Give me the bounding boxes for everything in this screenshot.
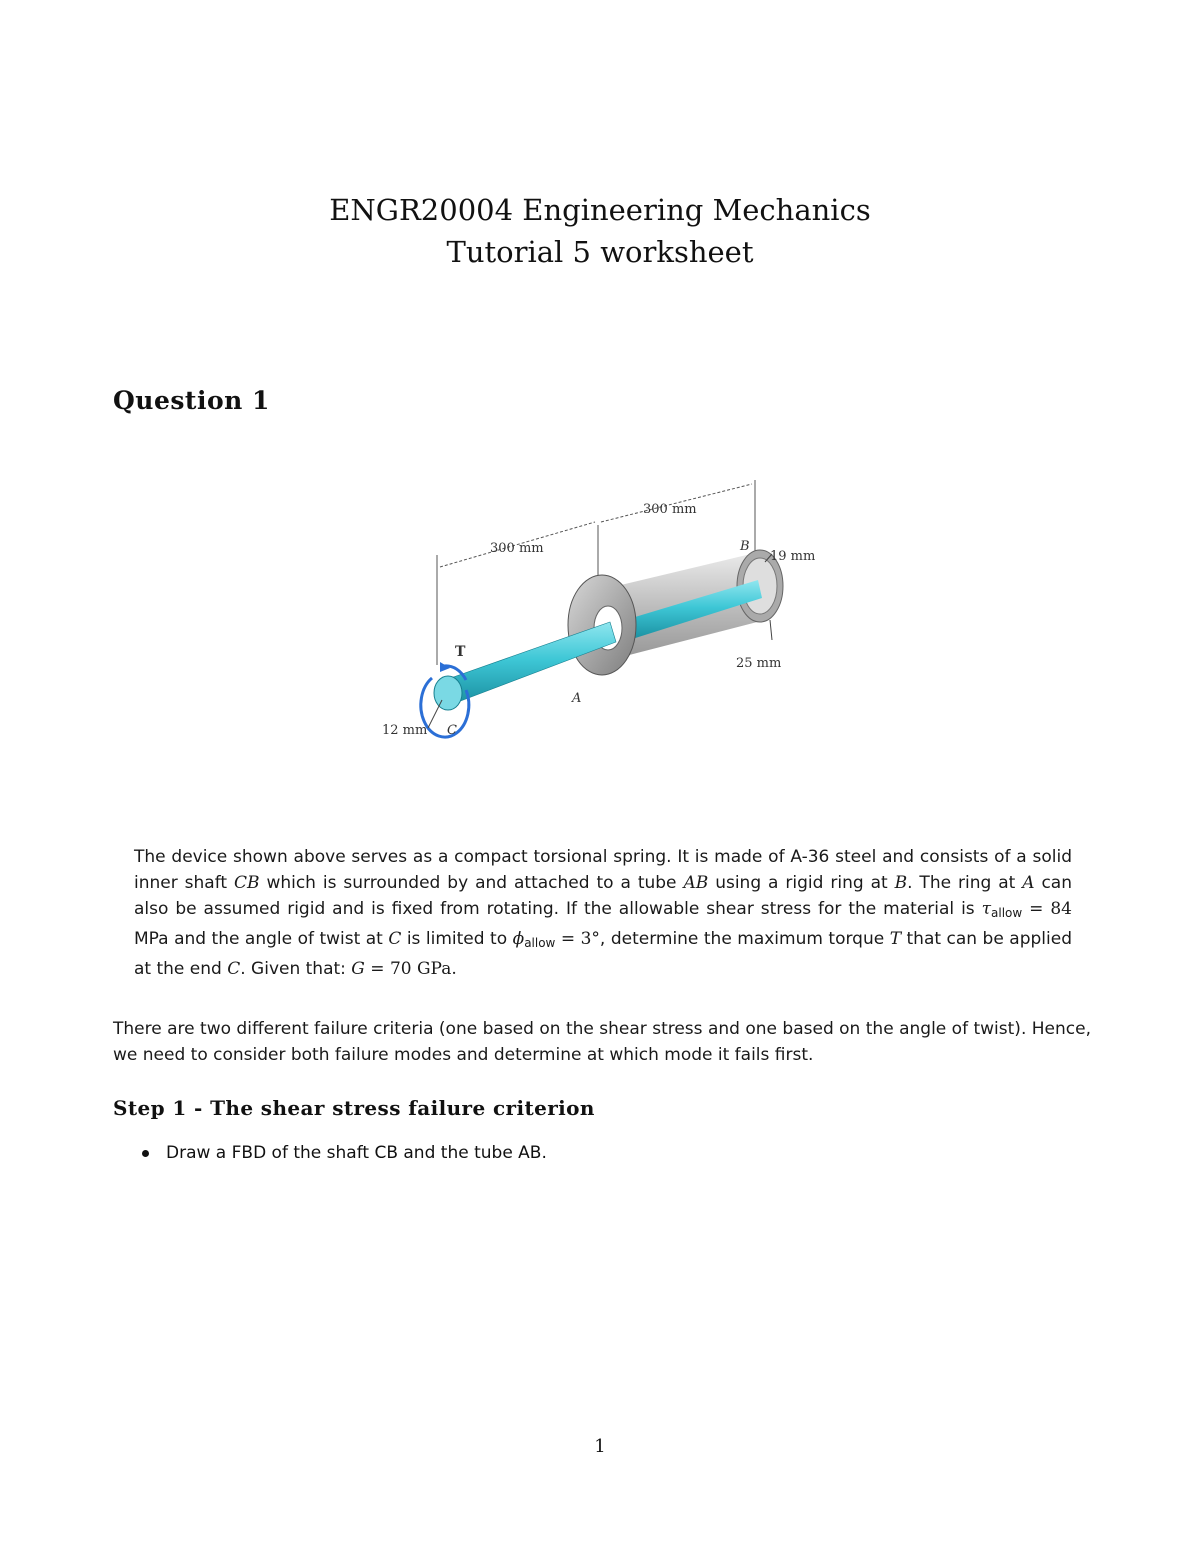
intro-paragraph: There are two different failure criteria (one based on the shear stress and one based on the angle of twist). Hence, we need to consider both failure modes and determine at which mode it fails first.	[113, 1019, 1091, 1065]
problem-text: . The ring at	[907, 873, 1023, 893]
var-ab: AB	[683, 873, 709, 893]
unit-mpa: MPa	[134, 929, 169, 949]
phi-symbol: ϕ	[512, 929, 525, 949]
course-title: ENGR20004 Engineering Mechanics	[329, 193, 871, 227]
step-1-bullets	[142, 1140, 547, 1166]
problem-text: and the angle of twist at	[168, 929, 389, 949]
page-number: 1	[594, 1436, 606, 1457]
problem-statement	[134, 844, 1072, 982]
problem-text: can also be assumed rigid and is fixed from rotating. If the allowable shear stress for the material is	[134, 873, 1072, 919]
bullet-item: Draw a FBD of the shaft CB and the tube AB.	[142, 1140, 547, 1166]
equation-text: = 70 GPa.	[364, 959, 457, 979]
var-c: C	[227, 959, 241, 979]
torsional-spring-figure	[360, 470, 840, 760]
var-cb: CB	[234, 873, 260, 893]
figure-drawing	[360, 470, 840, 760]
var-c: C	[388, 929, 402, 949]
var-a: A	[1022, 873, 1035, 893]
problem-text: , determine the maximum torque	[599, 929, 890, 949]
allow-subscript: allow	[524, 936, 556, 950]
equation-text: = 3°	[555, 929, 600, 949]
problem-text: The device shown above serves as a compact torsional spring. It is made of A-36 steel and consists of a solid inner shaft	[134, 847, 1072, 893]
allow-subscript: allow	[991, 906, 1023, 920]
equation-text: = 84	[1022, 899, 1072, 919]
var-g: G	[351, 959, 365, 979]
torque-label: T	[455, 644, 466, 660]
problem-text: using a rigid ring at	[708, 873, 895, 893]
var-t: T	[889, 929, 902, 949]
var-b: B	[894, 873, 908, 893]
point-b-label: B	[740, 539, 750, 554]
dim-left-label: 300 mm	[490, 541, 544, 556]
problem-text: is limited to	[401, 929, 513, 949]
point-a-label: A	[572, 691, 582, 706]
problem-text: which is surrounded by and attached to a tube	[259, 873, 684, 893]
shaft-radius-label: 12 mm	[382, 723, 428, 738]
step-1-heading: Step 1 - The shear stress failure criterion	[113, 1096, 595, 1120]
problem-text: that can be applied at the end	[134, 929, 1072, 979]
point-c-label: C	[447, 723, 457, 738]
problem-text: . Given that:	[240, 959, 352, 979]
tau-symbol: τ	[981, 899, 992, 919]
question-heading: Question 1	[113, 386, 270, 415]
dim-right-label: 300 mm	[643, 502, 697, 517]
tube-inner-label: 19 mm	[770, 549, 816, 564]
tube-outer-label: 25 mm	[736, 656, 782, 671]
worksheet-title: Tutorial 5 worksheet	[446, 235, 754, 269]
